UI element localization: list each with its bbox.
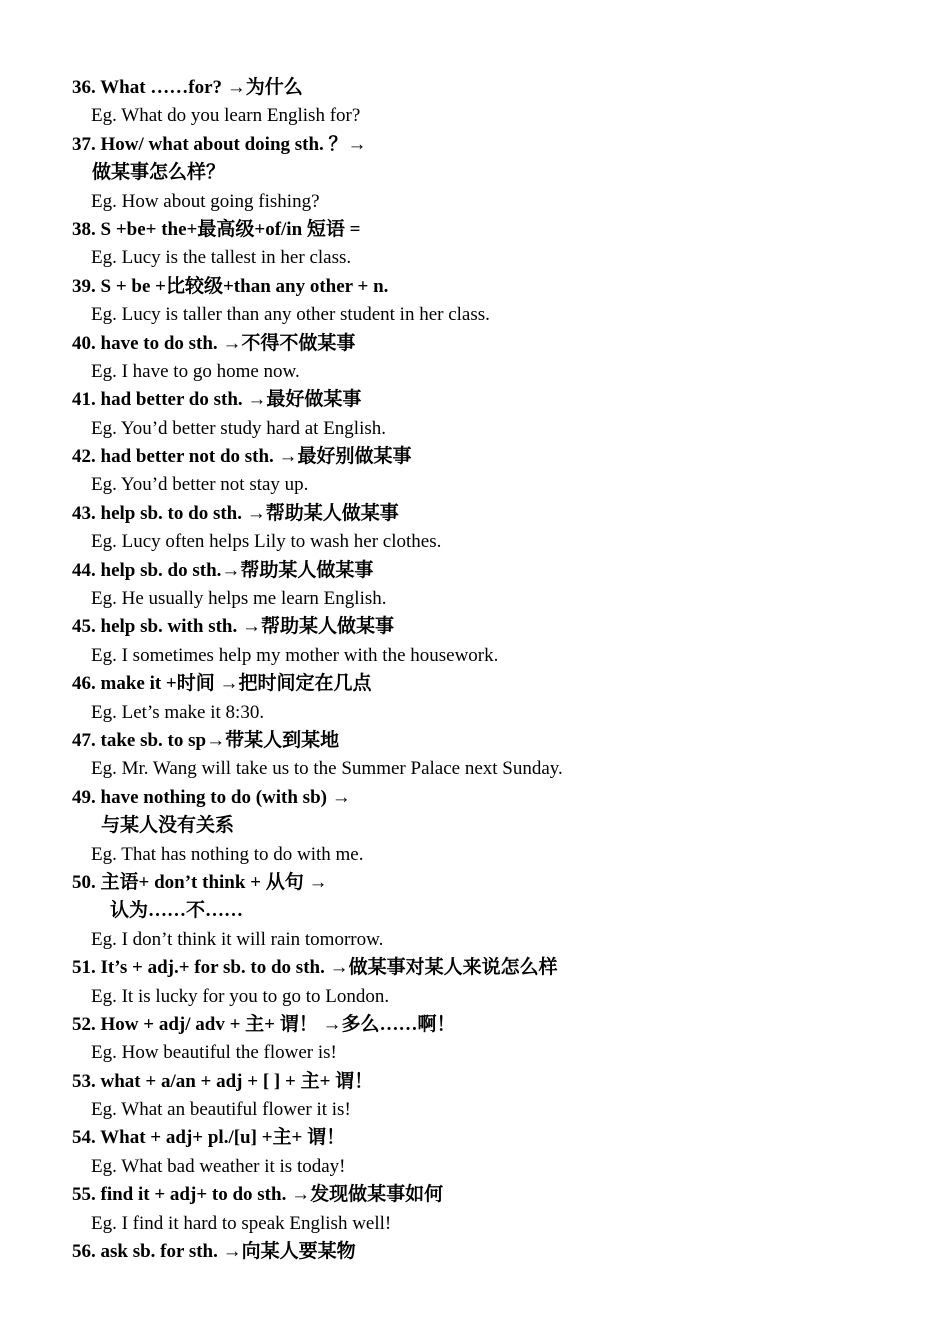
phrase-entry: [72, 500, 892, 557]
phrase-entry: [72, 1011, 892, 1068]
phrase-heading: 42. had better not do sth. →最好别做某事: [72, 446, 412, 468]
phrase-entry: [72, 557, 892, 614]
phrase-heading: 53. what + a/an + adj + [ ] + 主+ 谓！: [72, 1070, 374, 1092]
phrase-entry: [72, 273, 892, 330]
example-sentence: Eg. Mr. Wang will take us to the Summer Palace next Sunday.: [91, 758, 563, 780]
phrase-entry: [72, 1238, 892, 1266]
example-sentence: Eg. You’d better study hard at English.: [91, 417, 387, 439]
example-sentence: Eg. How about going fishing?: [91, 190, 320, 212]
example-sentence: Eg. It is lucky for you to go to London.: [91, 985, 390, 1007]
example-sentence: Eg. Lucy is taller than any other student in her class.: [91, 304, 490, 326]
phrase-entry: [72, 727, 892, 784]
phrase-heading: 45. help sb. with sth. →帮助某人做某事: [72, 616, 394, 638]
example-sentence: Eg. I sometimes help my mother with the housework.: [91, 644, 499, 666]
phrase-heading: 41. had better do sth. →最好做某事: [72, 389, 362, 411]
phrase-heading: 56. ask sb. for sth. →向某人要某物: [72, 1241, 356, 1263]
phrase-heading: 36. What ……for? →为什么: [72, 77, 303, 98]
phrase-heading: 50. 主语+ don’t think + 从句 →: [72, 871, 328, 893]
phrase-heading: 47. take sb. to sp→带某人到某地: [72, 729, 340, 751]
phrase-meaning: 与某人没有关系: [101, 815, 235, 837]
phrase-meaning: 做某事怎么样？: [92, 162, 226, 184]
phrase-heading: 52. How + adj/ adv + 主+ 谓！ →多么……啊！: [72, 1013, 456, 1035]
example-sentence: Eg. What an beautiful flower it is!: [91, 1099, 351, 1121]
example-sentence: Eg. I don’t think it will rain tomorrow.: [91, 928, 384, 950]
phrase-heading: 39. S + be +比较级+than any other + n.: [72, 275, 389, 297]
phrase-heading: 54. What + adj+ pl./[u] +主+ 谓！: [72, 1127, 346, 1149]
phrase-entry: [72, 216, 892, 273]
phrase-heading: 38. S +be+ the+最高级+of/in 短语 =: [72, 218, 361, 240]
phrase-heading: 49. have nothing to do (with sb) →: [72, 786, 351, 808]
phrase-entry: [72, 869, 892, 954]
example-sentence: Eg. Lucy often helps Lily to wash her clothes.: [91, 531, 442, 553]
example-sentence: Eg. Let’s make it 8:30.: [91, 701, 265, 723]
phrase-entry: [72, 670, 892, 727]
phrase-entry: [72, 74, 892, 131]
example-sentence: Eg. How beautiful the flower is!: [91, 1042, 337, 1064]
phrase-heading: 55. find it + adj+ to do sth. →发现做某事如何: [72, 1184, 444, 1206]
phrase-entry: [72, 1124, 892, 1181]
example-sentence: Eg. He usually helps me learn English.: [91, 588, 387, 610]
phrase-entry: [72, 443, 892, 500]
phrase-heading: 51. It’s + adj.+ for sb. to do sth. →做某事对某人来说怎么样: [72, 957, 558, 979]
phrase-entry: [72, 131, 892, 216]
phrase-heading: 37. How/ what about doing sth. ？→: [72, 133, 367, 155]
phrase-heading: 44. help sb. do sth.→帮助某人做某事: [72, 559, 374, 581]
phrase-entry: [72, 784, 892, 869]
phrase-list: [72, 74, 892, 1266]
example-sentence: Eg. I have to go home now.: [91, 360, 300, 382]
phrase-entry: [72, 1181, 892, 1238]
phrase-entry: [72, 386, 892, 443]
example-sentence: Eg. You’d better not stay up.: [91, 474, 309, 496]
phrase-heading: 40. have to do sth. →不得不做某事: [72, 332, 356, 354]
phrase-entry: [72, 1068, 892, 1125]
phrase-heading: 43. help sb. to do sth. →帮助某人做某事: [72, 502, 399, 524]
phrase-entry: [72, 613, 892, 670]
example-sentence: Eg. I find it hard to speak English well!: [91, 1212, 392, 1234]
phrase-entry: [72, 954, 892, 1011]
example-sentence: Eg. That has nothing to do with me.: [91, 843, 364, 865]
example-sentence: Eg. Lucy is the tallest in her class.: [91, 247, 352, 269]
phrase-meaning: 认为……不……: [110, 900, 244, 922]
example-sentence: Eg. What do you learn English for?: [91, 105, 361, 127]
phrase-entry: [72, 330, 892, 387]
example-sentence: Eg. What bad weather it is today!: [91, 1155, 346, 1177]
phrase-heading: 46. make it +时间 →把时间定在几点: [72, 673, 372, 695]
